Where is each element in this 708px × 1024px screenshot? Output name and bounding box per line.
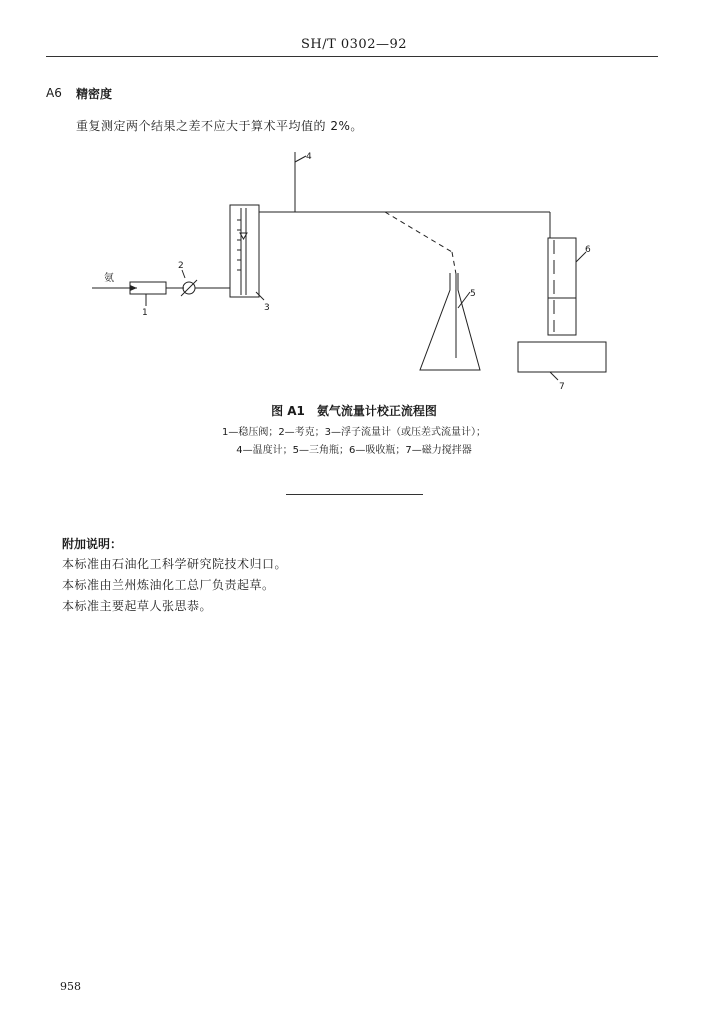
gas-label: 氨 — [104, 273, 114, 284]
stopcock — [181, 280, 197, 296]
conical-flask — [420, 273, 480, 370]
label-6: 6 — [585, 245, 591, 255]
section-title: 精密度 — [76, 87, 113, 101]
figure-legend-line-1: 1—稳压阀；2—考克；3—浮子流量计（或压差式流量计）； — [221, 427, 487, 438]
magnetic-stirrer — [518, 342, 606, 372]
figure-title: 图 A1 氨气流量计校正流程图 — [271, 404, 437, 418]
label-7: 7 — [559, 382, 565, 390]
section-body-text: 重复测定两个结果之差不应大于算术平均值的 2%。 — [76, 119, 363, 133]
figure-legend-line-2: 4—温度计；5—三角瓶；6—吸收瓶；7—磁力搅拌器 — [236, 445, 472, 456]
label-1: 1 — [142, 308, 148, 318]
note-line: 本标准由石油化工科学研究院技术归口。 — [62, 557, 288, 571]
label-5: 5 — [470, 289, 476, 299]
absorption-bottle — [548, 238, 576, 335]
section-number: A6 — [46, 86, 62, 100]
label-2: 2 — [178, 261, 184, 271]
float-flowmeter — [230, 205, 259, 297]
note-line: 本标准由兰州炼油化工总厂负责起草。 — [62, 578, 275, 592]
page-number: 958 — [60, 980, 81, 993]
end-rule — [286, 494, 423, 495]
label-4: 4 — [306, 152, 312, 162]
label-3: 3 — [264, 303, 270, 313]
page-header-code: SH/T 0302—92 — [300, 37, 408, 52]
notes-title: 附加说明： — [62, 537, 123, 551]
header-rule — [46, 56, 658, 57]
note-line: 本标准主要起草人张思恭。 — [62, 599, 213, 613]
apparatus-diagram — [80, 140, 620, 390]
